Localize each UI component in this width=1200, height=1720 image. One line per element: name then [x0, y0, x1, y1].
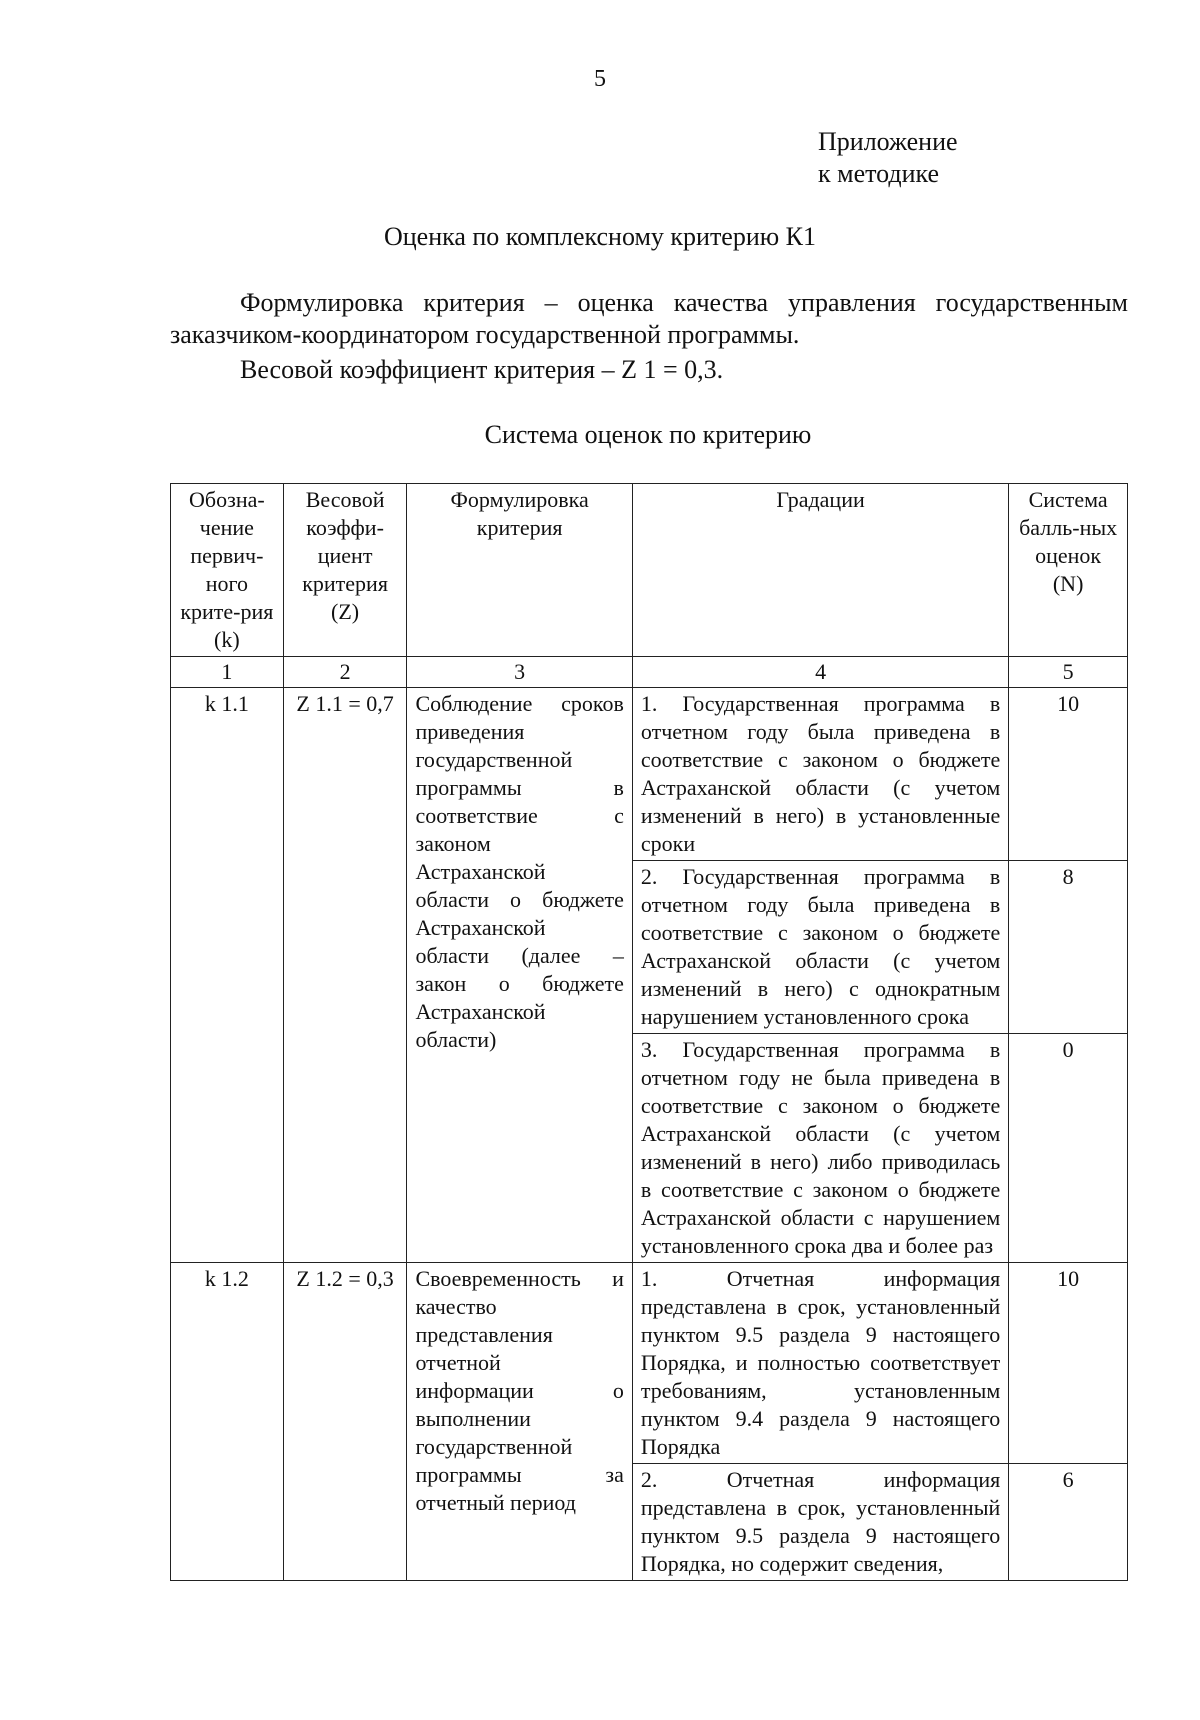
appendix-label	[818, 126, 958, 190]
column-number: 1	[171, 657, 284, 688]
gradation-score: 6	[1009, 1464, 1128, 1581]
header-score: Система балль-ных оценок (N)	[1009, 484, 1128, 657]
header-weight: Весовой коэффи-циент критерия (Z)	[283, 484, 407, 657]
criterion-weight: Z 1.2 = 0,3	[283, 1263, 407, 1581]
column-number: 5	[1009, 657, 1128, 688]
document-title: Оценка по комплексному критерию К1	[383, 222, 817, 251]
header-formulation: Формулировка критерия	[407, 484, 632, 657]
gradation-text: 3. Государственная программа в отчетном году не была приведена в соответствие с законом о бюджете Астраханской области (с учетом изменений в него) либо приводилась в соответствие с законом о бюджете Астраханской области с нарушением установленного срока два и более раз	[632, 1034, 1008, 1263]
table-header-row	[171, 484, 1128, 657]
gradation-text: 2. Отчетная информация представлена в срок, установленный пунктом 9.5 раздела 9 настоящего Порядка, но содержит сведения,	[632, 1464, 1008, 1581]
criterion-formulation-cell: Своевременность и качество представления отчетной информации о выполнении государственной программы за отчетный период	[407, 1263, 632, 1581]
criterion-formulation-cell: Соблюдение сроков приведения государственной программы в соответствие с законом Астраханской области о бюджете Астраханской области (далее – закон о бюджете Астраханской области)	[407, 688, 632, 1263]
criterion-code: k 1.1	[171, 688, 284, 1263]
gradation-score: 10	[1009, 1263, 1128, 1464]
gradation-score: 8	[1009, 861, 1128, 1034]
criteria-table	[170, 483, 1128, 1581]
gradation-text: 2. Государственная программа в отчетном году была приведена в соответствие с законом о бюджете Астраханской области (с учетом изменений в него) с однократным нарушением установленного срока	[632, 861, 1008, 1034]
criterion-formulation: Формулировка критерия – оценка качества управления государственным заказчиком-координатором государственной программы.	[170, 288, 1128, 349]
gradation-score: 0	[1009, 1034, 1128, 1263]
gradation-text: 1. Отчетная информация представлена в срок, установленный пунктом 9.5 раздела 9 настоящего Порядка, и полностью соответствует требованиям, установленным пунктом 9.4 раздела 9 настоящего Порядка	[632, 1263, 1008, 1464]
column-number: 3	[407, 657, 632, 688]
page-number: 5	[594, 66, 606, 92]
criterion-weight: Z 1.1 = 0,7	[283, 688, 407, 1263]
gradation-text: 1. Государственная программа в отчетном году была приведена в соответствие с законом о бюджете Астраханской области (с учетом изменений в него) в установленные сроки	[632, 688, 1008, 861]
weight-coefficient: Весовой коэффициент критерия – Z 1 = 0,3.	[240, 355, 724, 384]
table-row	[171, 1263, 1128, 1464]
column-number-row	[171, 657, 1128, 688]
header-code: Обозна-чение первич-ного крите-рия (k)	[171, 484, 284, 657]
header-gradations: Градации	[632, 484, 1008, 657]
appendix-line-1: Приложение	[818, 127, 958, 156]
column-number: 2	[283, 657, 407, 688]
gradation-score: 10	[1009, 688, 1128, 861]
system-title: Система оценок по критерию	[484, 420, 812, 449]
column-number: 4	[632, 657, 1008, 688]
table-row	[171, 688, 1128, 861]
appendix-line-2: к методике	[818, 159, 940, 188]
criterion-code: k 1.2	[171, 1263, 284, 1581]
